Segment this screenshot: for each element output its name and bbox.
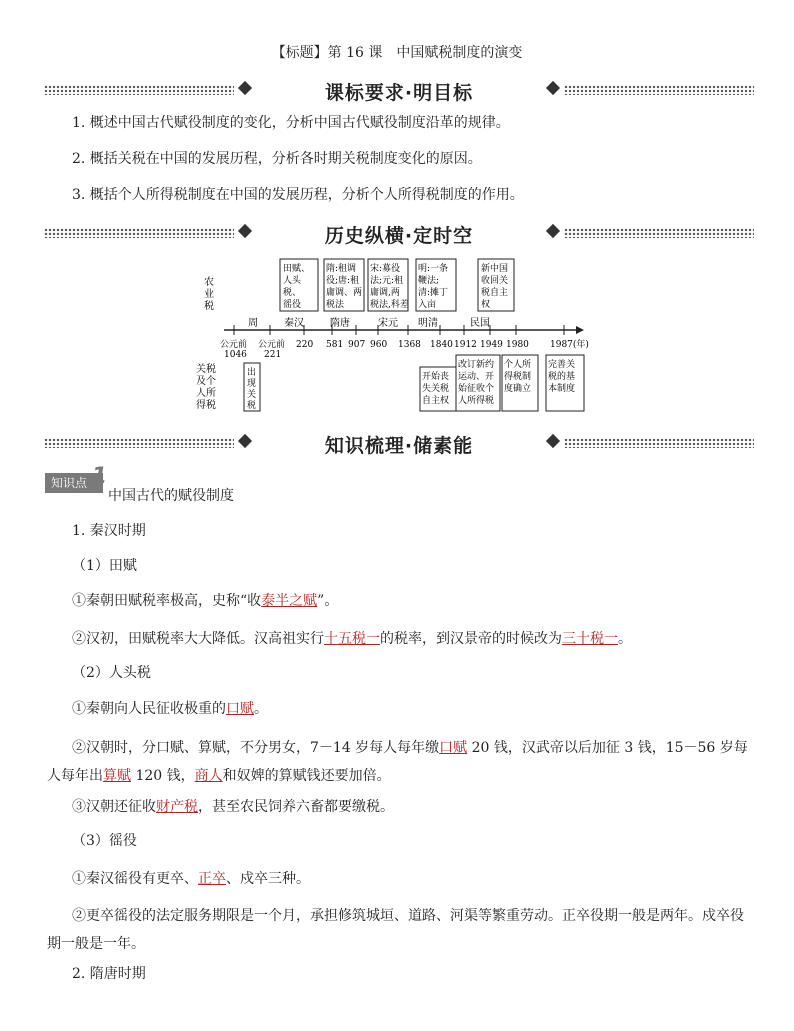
svg-text:1987(年): 1987(年) [550, 340, 589, 350]
section-header-timeline [44, 221, 754, 245]
knowledge-point-tag: 知识点 1 [45, 473, 103, 493]
section-header-goals [44, 78, 754, 102]
paragraph: ①秦朝向人民征收极重的口赋。 [72, 701, 268, 717]
svg-text:税法,科差: 税法,科差 [370, 300, 409, 310]
svg-text:1840: 1840 [430, 340, 453, 350]
knowledge-topic: 中国古代的赋役制度 [108, 488, 234, 504]
svg-text:得税制: 得税制 [504, 372, 532, 382]
svg-text:鞭法;: 鞭法; [418, 276, 440, 286]
svg-text:税法: 税法 [326, 300, 345, 310]
svg-text:开始丧: 开始丧 [422, 372, 450, 382]
svg-text:法;元:租: 法;元:租 [370, 276, 404, 286]
svg-text:公元前: 公元前 [220, 340, 248, 350]
svg-text:明:一条: 明:一条 [418, 264, 449, 274]
svg-text:税的基: 税的基 [548, 372, 576, 382]
svg-text:关: 关 [247, 390, 257, 400]
svg-text:役;唐:租: 役;唐:租 [326, 276, 360, 286]
svg-text:明清: 明清 [418, 318, 438, 329]
svg-text:1912: 1912 [454, 340, 477, 350]
timeline-diagram [190, 255, 610, 415]
svg-text:税: 税 [247, 401, 257, 411]
svg-text:907: 907 [348, 340, 366, 350]
svg-text:1949: 1949 [480, 340, 503, 350]
paragraph: ①秦朝田赋税率极高，史称“收泰半之赋”。 [72, 593, 339, 609]
goal-item: 1. 概述中国古代赋役制度的变化，分析中国古代赋役制度沿革的规律。 [72, 115, 510, 131]
svg-text:现: 现 [247, 379, 257, 389]
svg-text:始征收个: 始征收个 [458, 384, 495, 394]
bottom-boxes [244, 355, 584, 411]
svg-text:税自主: 税自主 [481, 288, 509, 298]
svg-text:新中国: 新中国 [481, 264, 509, 274]
subheading-yaoyi: （3）徭役 [72, 833, 137, 849]
paragraph: ②汉初，田赋税率大大降低。汉高祖实行十五税一的税率，到汉景帝的时候改为三十税一。 [72, 631, 632, 647]
svg-text:公元前: 公元前 [258, 340, 286, 350]
svg-text:农: 农 [204, 277, 214, 288]
top-box: 田赋、人头税、徭役 [283, 264, 311, 310]
paragraph: ②更卒徭役的法定服务期限是一个月，承担修筑城垣、道路、河渠等繁重劳动。正卒役期一般是两年。戍卒役期一般是一年。 [47, 908, 744, 952]
svg-text:960: 960 [370, 340, 388, 350]
svg-text:业: 业 [204, 289, 214, 300]
top-boxes [280, 259, 514, 311]
left-label-agri [204, 275, 214, 312]
svg-text:1368: 1368 [398, 340, 421, 350]
svg-text:庸调,两: 庸调,两 [370, 288, 400, 298]
svg-text:宋:募役: 宋:募役 [370, 264, 401, 274]
svg-text:权: 权 [481, 300, 491, 310]
section-title: 课标要求·明目标 [324, 82, 474, 104]
svg-text:宋元: 宋元 [378, 318, 398, 329]
svg-text:秦汉: 秦汉 [284, 318, 304, 329]
section-header-knowledge [44, 431, 754, 455]
paragraph: ③汉朝还征收财产税，甚至农民饲养六畜都要缴税。 [72, 799, 394, 815]
svg-text:度确立: 度确立 [504, 384, 532, 394]
goal-item: 2. 概括关税在中国的发展历程，分析各时期关税制度变化的原因。 [72, 151, 482, 167]
svg-text:人所得税: 人所得税 [458, 396, 495, 406]
paragraph: ①秦汉徭役有更卒、正卒、戍卒三种。 [72, 871, 310, 887]
svg-text:人所: 人所 [196, 388, 216, 399]
svg-text:庸调、两: 庸调、两 [326, 288, 363, 298]
subheading-rentoushui: （2）人头税 [72, 665, 151, 681]
svg-text:隋:租调: 隋:租调 [326, 264, 357, 274]
svg-text:1046: 1046 [224, 350, 247, 360]
section-title: 历史纵横·定时空 [324, 225, 474, 247]
svg-text:入亩: 入亩 [418, 300, 437, 310]
svg-text:1980: 1980 [506, 340, 529, 350]
svg-text:关税: 关税 [196, 364, 216, 375]
svg-text:自主权: 自主权 [422, 396, 450, 406]
svg-text:隋唐: 隋唐 [330, 318, 350, 329]
svg-text:清:摊丁: 清:摊丁 [418, 288, 449, 298]
left-label-tariff [196, 363, 216, 411]
svg-text:及个: 及个 [196, 376, 216, 387]
svg-text:周: 周 [248, 318, 258, 329]
period-labels [248, 316, 490, 329]
svg-text:完善关: 完善关 [548, 360, 576, 370]
arrow-icon [576, 326, 584, 334]
goal-item: 3. 概括个人所得税制度在中国的发展历程，分析个人所得税制度的作用。 [72, 187, 524, 203]
heading-qinhan: 1. 秦汉时期 [72, 523, 146, 539]
svg-text:本制度: 本制度 [548, 384, 576, 394]
svg-text:220: 220 [296, 340, 314, 350]
svg-text:出: 出 [247, 368, 257, 378]
svg-text:221: 221 [264, 350, 282, 360]
svg-text:得税: 得税 [196, 400, 216, 411]
section-title: 知识梳理·储素能 [324, 435, 474, 457]
svg-text:581: 581 [326, 340, 344, 350]
heading-suitang: 2. 隋唐时期 [72, 966, 146, 982]
svg-text:运动、开: 运动、开 [458, 372, 495, 382]
page-title: 【标题】第 16 课 中国赋税制度的演变 [271, 45, 523, 61]
svg-text:税: 税 [204, 301, 214, 312]
subheading-tianfu: （1）田赋 [72, 558, 137, 574]
svg-text:个人所: 个人所 [504, 360, 532, 370]
svg-text:失关税: 失关税 [422, 384, 450, 394]
svg-text:民国: 民国 [470, 318, 490, 329]
svg-text:收回关: 收回关 [481, 276, 509, 286]
paragraph: ②汉朝时，分口赋、算赋，不分男女，7－14 岁每人每年缴口赋 20 钱，汉武帝以后加征 3 钱，15－56 岁每人每年出算赋 120 钱，商人和奴婢的算赋钱还要加倍。 [47, 740, 748, 784]
svg-text:改订新约: 改订新约 [458, 360, 495, 370]
